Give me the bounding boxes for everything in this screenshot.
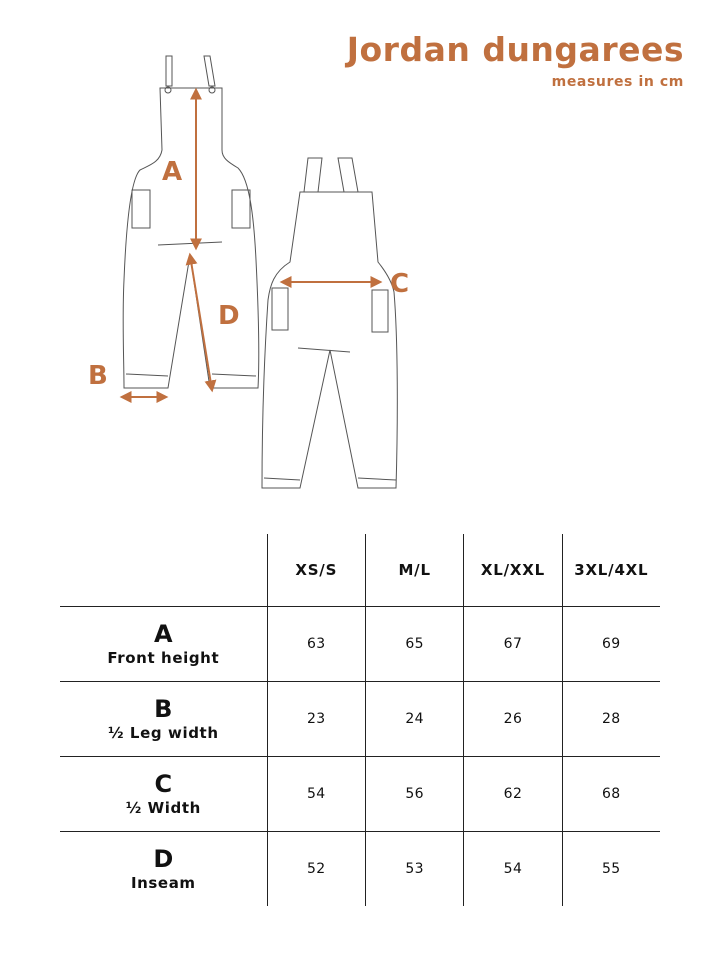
table-cell: 54 [463, 832, 561, 906]
measure-d-arrow [190, 255, 212, 390]
row-letter: C [154, 770, 173, 798]
row-letter: D [153, 845, 174, 873]
page-title: Jordan dungarees [346, 30, 684, 69]
row-label: Front height [107, 649, 220, 667]
label-d: D [218, 301, 240, 331]
table-row [60, 607, 660, 682]
table-cell: 23 [267, 682, 365, 756]
table-row [60, 832, 660, 906]
table-cell: 24 [365, 682, 463, 756]
table-header-row [60, 534, 660, 607]
label-c: C [390, 269, 410, 299]
table-row [60, 757, 660, 832]
page-subtitle: measures in cm [551, 74, 684, 90]
table-cell: 68 [562, 757, 660, 831]
table-cell: 63 [267, 607, 365, 681]
table-cell: 26 [463, 682, 561, 756]
row-label: ½ Leg width [107, 724, 219, 742]
row-label: Inseam [130, 874, 196, 892]
table-cell: 67 [463, 607, 561, 681]
column-header: 3XL/4XL [562, 534, 660, 606]
row-letter: B [154, 695, 173, 723]
table-cell: 55 [562, 832, 660, 906]
table-row [60, 682, 660, 757]
back-view-garment [262, 158, 397, 488]
label-a: A [162, 157, 183, 187]
table-cell: 62 [463, 757, 561, 831]
column-header: XL/XXL [463, 534, 561, 606]
row-letter: A [154, 620, 173, 648]
column-header: M/L [365, 534, 463, 606]
row-label: ½ Width [125, 799, 201, 817]
column-header: XS/S [267, 534, 365, 606]
row-label-cell [60, 832, 267, 906]
label-b: B [88, 361, 108, 391]
table-cell: 69 [562, 607, 660, 681]
table-cell: 56 [365, 757, 463, 831]
size-table [60, 534, 660, 906]
table-cell: 28 [562, 682, 660, 756]
table-cell: 53 [365, 832, 463, 906]
table-cell: 54 [267, 757, 365, 831]
table-cell: 52 [267, 832, 365, 906]
front-view-garment [123, 56, 259, 388]
table-cell: 65 [365, 607, 463, 681]
row-label-cell [60, 607, 267, 681]
header-empty-cell [60, 534, 267, 606]
row-label-cell [60, 757, 267, 831]
row-label-cell [60, 682, 267, 756]
